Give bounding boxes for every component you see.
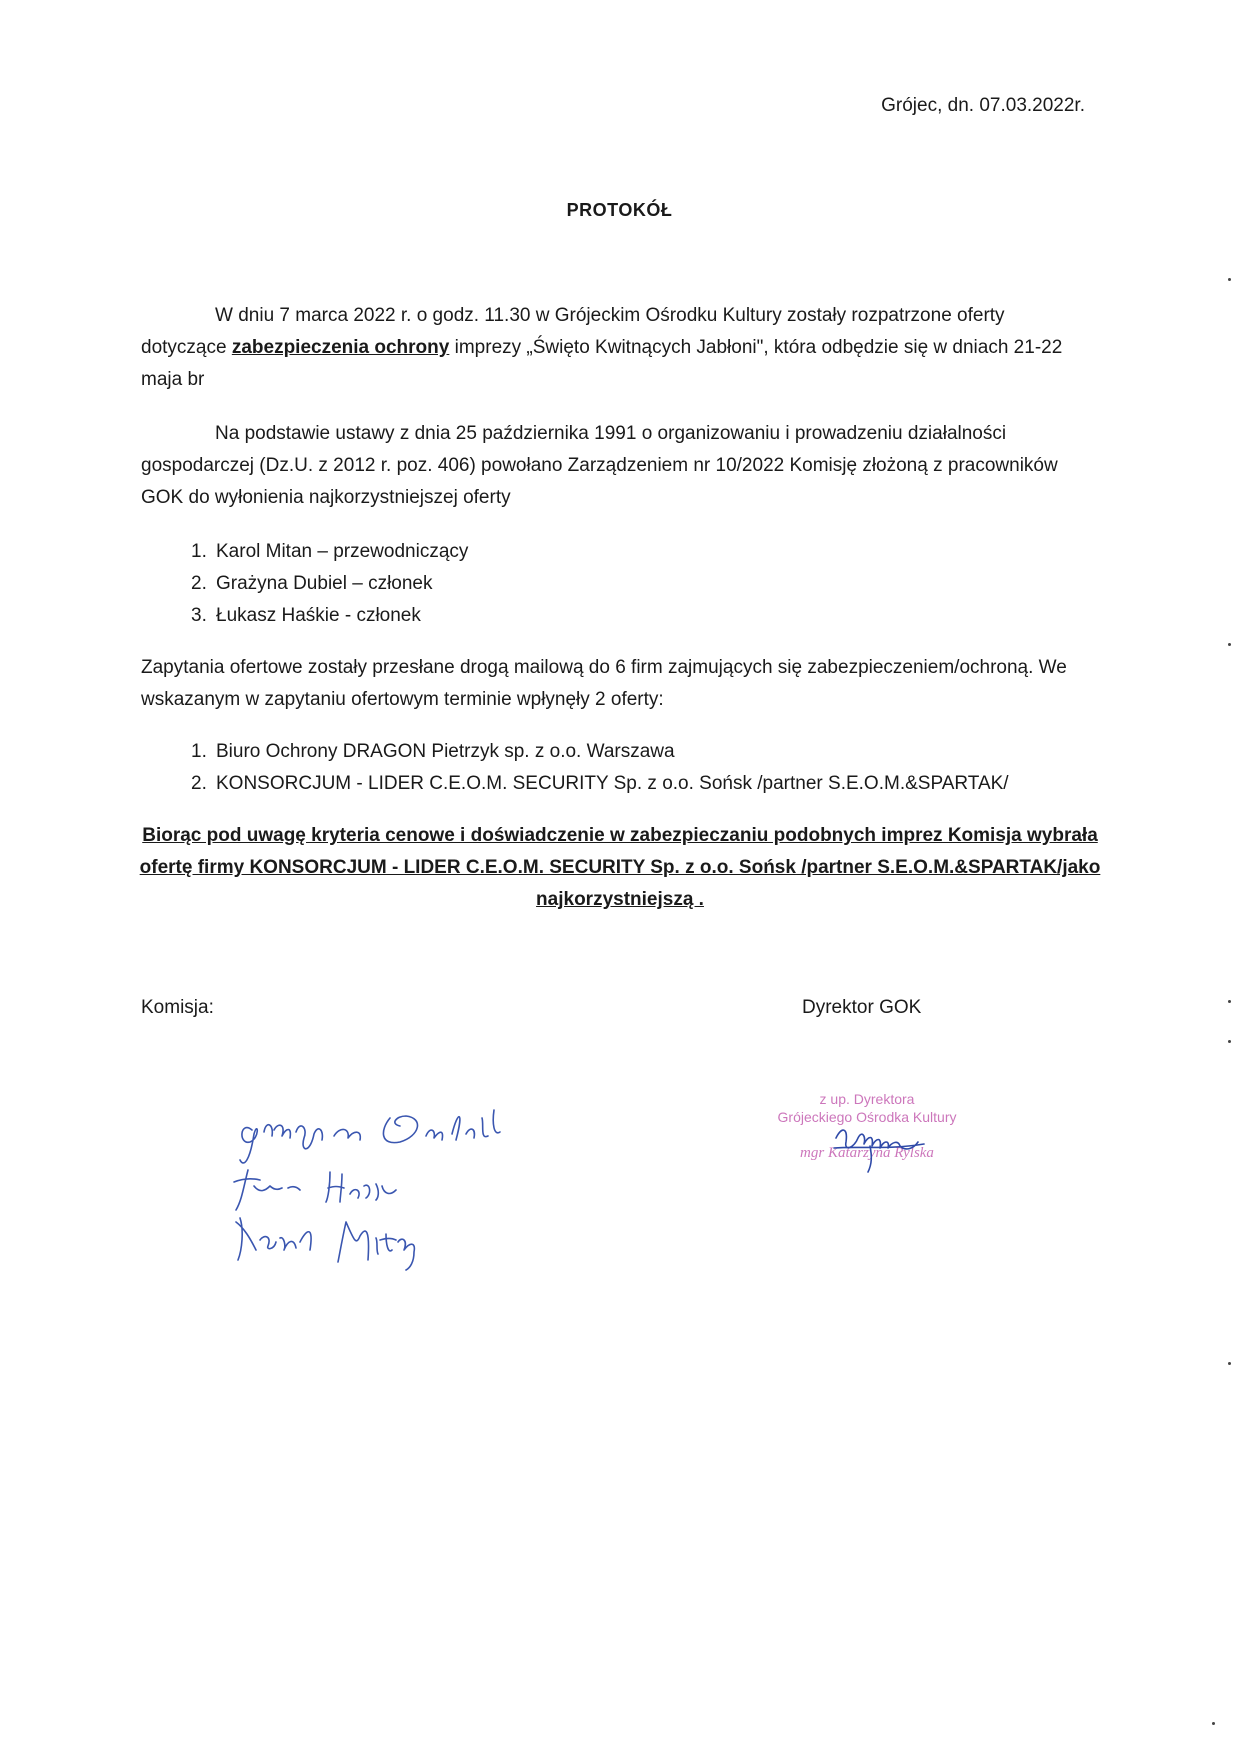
offers-list xyxy=(141,736,1009,800)
paragraph-legal-basis xyxy=(141,418,1091,514)
paragraph-legal-basis-text: Na podstawie ustawy z dnia 25 października 1991 o organizowaniu i prowadzeniu działalności gospodarczej (Dz.U. z 2012 r. poz. 406) powołano Zarządzeniem nr 10/2022 Komisję złożoną z pracowników GOK do wyłonienia najkorzystniejszej oferty xyxy=(141,423,1058,508)
list-item-text: Łukasz Haśkie - członek xyxy=(216,605,421,626)
director-signature xyxy=(828,1118,938,1178)
list-item xyxy=(141,600,468,632)
stamp-line-3: mgr Katarzyna Rylska xyxy=(800,1145,934,1161)
list-item xyxy=(141,536,468,568)
signature-stroke xyxy=(296,1126,322,1149)
conclusion-statement: Biorąc pod uwagę kryteria cenowe i doświadczenie w zabezpieczaniu podobnych imprez Komisja wybrała ofertę firmy KONSORCJUM - LIDER C.E.O.M. SECURITY Sp. z o.o. Sońsk /partner S.E.O.M.&SPARTAK/jako najkorzystniejszą . xyxy=(139,825,1101,910)
dyrektor-label: Dyrektor GOK xyxy=(802,997,922,1018)
stamp-line-2: Grójeckiego Ośrodka Kultury xyxy=(777,1109,957,1125)
list-item-text: Karol Mitan – przewodniczący xyxy=(216,541,469,562)
scan-speck xyxy=(1228,643,1231,646)
committee-list xyxy=(141,536,468,632)
list-item-number: 2. xyxy=(191,573,207,594)
paragraph-meeting-emphasis: zabezpieczenia ochrony xyxy=(231,337,450,358)
scan-speck xyxy=(1228,278,1231,281)
scan-speck xyxy=(1228,1040,1231,1043)
signature-stroke xyxy=(426,1117,460,1140)
signature-stroke xyxy=(466,1110,500,1138)
scan-speck xyxy=(1228,1362,1231,1365)
paragraph-inquiries: Zapytania ofertowe zostały przesłane drogą mailową do 6 firm zajmujących się zabezpieczeniem/ochroną. We wskazanym w zapytaniu ofertowym terminie wpłynęły 2 oferty: xyxy=(141,657,1067,710)
list-item xyxy=(141,736,1009,768)
list-item-text: KONSORCJUM - LIDER C.E.O.M. SECURITY Sp. z o.o. Sońsk /partner S.E.O.M.&SPARTAK/ xyxy=(216,773,1009,794)
date-line: Grójec, dn. 07.03.2022r. xyxy=(881,95,1085,116)
stamp-line-1: z up. Dyrektora xyxy=(819,1091,915,1107)
signature-stroke xyxy=(383,1116,417,1143)
signature-stroke xyxy=(234,1170,300,1210)
committee-signatures xyxy=(230,1090,560,1290)
paragraph-meeting xyxy=(141,300,1091,396)
signature-stroke xyxy=(240,1128,257,1163)
document-title: PROTOKÓŁ xyxy=(566,200,673,220)
signature-stroke xyxy=(868,1146,871,1172)
signature-stroke xyxy=(264,1125,290,1138)
paragraph-meeting-before: W dniu 7 marca 2022 r. o godz. 11.30 w Grójeckim Ośrodku Kultury zostały rozpatrzone oferty dotyczące xyxy=(141,305,1005,358)
list-item-number: 1. xyxy=(191,541,207,562)
list-item xyxy=(141,768,1009,800)
list-item-number: 1. xyxy=(191,741,207,762)
scan-speck xyxy=(1212,1722,1215,1725)
paragraph-meeting-after: imprezy „Święto Kwitnących Jabłoni", która odbędzie się w dniach 21-22 maja br xyxy=(141,337,1063,390)
list-item-text: Biuro Ochrony DRAGON Pietrzyk sp. z o.o. Warszawa xyxy=(216,741,675,762)
signature-stroke xyxy=(326,1172,396,1202)
signature-stroke xyxy=(334,1129,360,1140)
scan-speck xyxy=(1228,1000,1231,1003)
list-item xyxy=(141,568,468,600)
signature-stroke xyxy=(338,1222,414,1270)
komisja-label: Komisja: xyxy=(141,997,214,1018)
signature-stroke xyxy=(236,1218,311,1260)
list-item-text: Grażyna Dubiel – członek xyxy=(216,573,433,594)
list-item-number: 3. xyxy=(191,605,207,626)
list-item-number: 2. xyxy=(191,773,207,794)
